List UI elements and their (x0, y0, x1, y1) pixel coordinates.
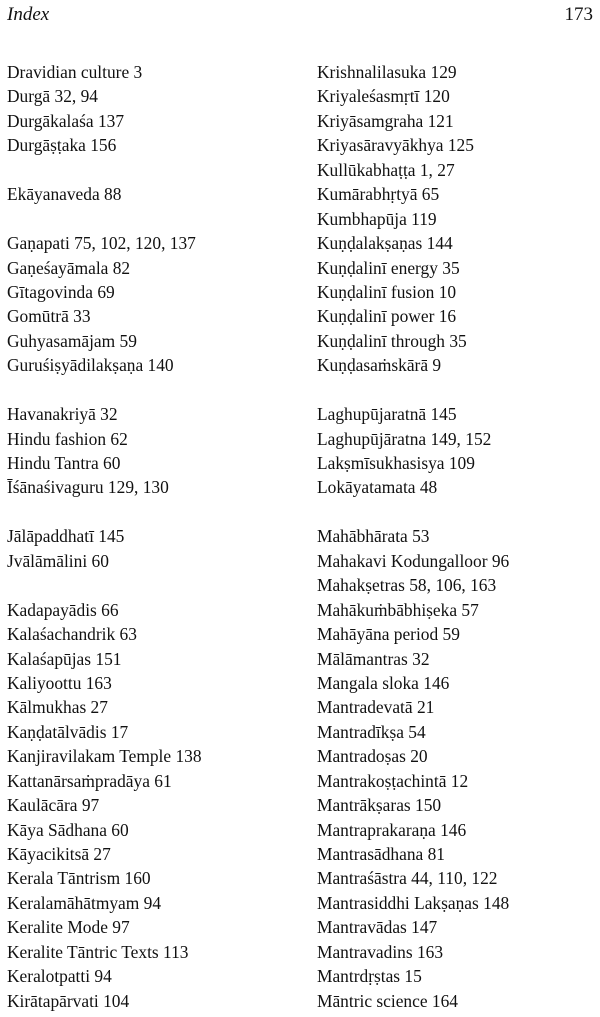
index-entry: Kuṇḍalinī fusion 10 (317, 281, 457, 302)
index-entry: Laghupūjaratnā 145 (317, 404, 457, 425)
index-entry: Gomūtrā 33 (7, 306, 91, 327)
index-entry: Guruśiṣyādilakṣaṇa 140 (7, 355, 174, 376)
index-entry: Kullūkabhaṭṭa 1, 27 (317, 159, 455, 180)
index-entry: Mantraśāstra 44, 110, 122 (317, 868, 498, 889)
index-entry: Kuṇḍalinī energy 35 (317, 257, 460, 278)
index-entry: Kumārabhṛtyā 65 (317, 184, 440, 205)
index-entry: Hindu fashion 62 (7, 428, 128, 449)
index-entry: Laghupūjāratna 149, 152 (317, 428, 492, 449)
index-entry: Mahāyāna period 59 (317, 624, 460, 645)
index-entry: Durgāṣṭaka 156 (7, 135, 117, 156)
index-entry: Hindu Tantra 60 (7, 453, 121, 473)
index-entry: Kuṇḍalinī through 35 (317, 330, 467, 351)
page-number: 173 (564, 4, 593, 25)
index-entry: Kāya Sādhana 60 (7, 819, 129, 840)
index-entry: Mantrakoṣṭachintā 12 (317, 770, 469, 791)
index-entry: Kadapayādis 66 (7, 599, 119, 620)
index-entry: Lakṣmīsukhasisya 109 (317, 453, 475, 473)
index-entry: Krishnalilasuka 129 (317, 62, 457, 82)
group-spacer (7, 378, 297, 402)
index-entry: Kaliyoottu 163 (7, 672, 112, 693)
index-entry: Dravidian culture 3 (7, 62, 143, 82)
index-entry: Kālmukhas 27 (7, 697, 108, 718)
index-entry: Mantradīkṣa 54 (317, 721, 426, 742)
index-entry: Mantrākṣaras 150 (317, 795, 442, 816)
index-entry: Kuṇḍalinī power 16 (317, 306, 457, 327)
index-entry: Jvālāmālini 60 (7, 550, 109, 571)
group-spacer (7, 500, 297, 524)
index-entry: Gītagovinda 69 (7, 281, 115, 302)
group-spacer (317, 378, 597, 402)
index-entry: Havanakriyā 32 (7, 404, 118, 425)
index-entry: Kalaśachandrik 63 (7, 624, 137, 645)
index-entry: Mantradoṣas 20 (317, 746, 428, 767)
index-entry: Māntric science 164 (317, 990, 459, 1011)
index-entry: Kriyasāravyākhya 125 (317, 135, 474, 156)
running-head: Index (7, 4, 50, 25)
index-column-left (7, 60, 297, 1013)
index-entry: Mantrdṛṣtas 15 (317, 966, 422, 987)
index-entry: Mantraprakaraṇa 146 (317, 819, 467, 840)
index-entry: Gaṇeśayāmala 82 (7, 257, 131, 278)
index-entry: Kerala Tāntrism 160 (7, 868, 151, 889)
index-entry: Mantrasādhana 81 (317, 844, 445, 864)
index-entry: Mahakavi Kodungalloor 96 (317, 550, 510, 571)
index-entry: Mālāmantras 32 (317, 648, 430, 669)
index-entry: Keralite Mode 97 (7, 917, 130, 938)
index-entry: Durgākalaśa 137 (7, 110, 125, 131)
index-entry: Mangala sloka 146 (317, 672, 450, 693)
index-entry: Keralotpatti 94 (7, 966, 112, 987)
index-entry: Mantravādas 147 (317, 917, 438, 938)
index-entry: Mahābhārata 53 (317, 526, 430, 547)
index-entry: Kuṇḍalakṣaṇas 144 (317, 233, 453, 254)
index-entry: Kriyāsamgraha 121 (317, 110, 454, 131)
page-header (7, 4, 593, 32)
index-entry: Mantrasiddhi Lakṣaṇas 148 (317, 892, 510, 913)
index-entry: Kriyaleśasmṛtī 120 (317, 86, 450, 107)
index-entry: Kaṇḍatālvādis 17 (7, 721, 129, 742)
index-entry: Jālāpaddhatī 145 (7, 526, 125, 547)
index-column-right (317, 60, 597, 1013)
index-entry: Mahakṣetras 58, 106, 163 (317, 575, 497, 596)
index-entry: Durgā 32, 94 (7, 86, 98, 107)
index-entry: Gaṇapati 75, 102, 120, 137 (7, 233, 196, 254)
index-entry: Lokāyatamata 48 (317, 477, 438, 498)
index-entry: Keralite Tāntric Texts 113 (7, 941, 189, 962)
index-entry: Īśānaśivaguru 129, 130 (7, 477, 169, 498)
group-spacer (317, 500, 597, 524)
index-entry: Kalaśapūjas 151 (7, 648, 122, 669)
group-spacer (7, 207, 297, 231)
index-entry: Kāyacikitsā 27 (7, 844, 111, 864)
index-entry: Kattanārsaṁpradāya 61 (7, 770, 172, 791)
index-entry: Keralamāhātmyam 94 (7, 892, 162, 913)
index-entry: Kirātapārvati 104 (7, 990, 130, 1011)
index-entry: Kumbhapūja 119 (317, 208, 437, 229)
index-entry: Mantradevatā 21 (317, 697, 435, 718)
group-spacer (7, 573, 297, 597)
index-entry: Guhyasamājam 59 (7, 330, 137, 351)
index-entry: Mahākuṁbābhiṣeka 57 (317, 599, 479, 620)
index-entry: Ekāyanaveda 88 (7, 184, 122, 205)
group-spacer (7, 158, 297, 182)
index-entry: Mantravadins 163 (317, 941, 444, 962)
index-entry: Kuṇḍasaṁskārā 9 (317, 355, 442, 376)
index-entry: Kanjiravilakam Temple 138 (7, 746, 202, 767)
index-entry: Kaulācāra 97 (7, 795, 100, 816)
